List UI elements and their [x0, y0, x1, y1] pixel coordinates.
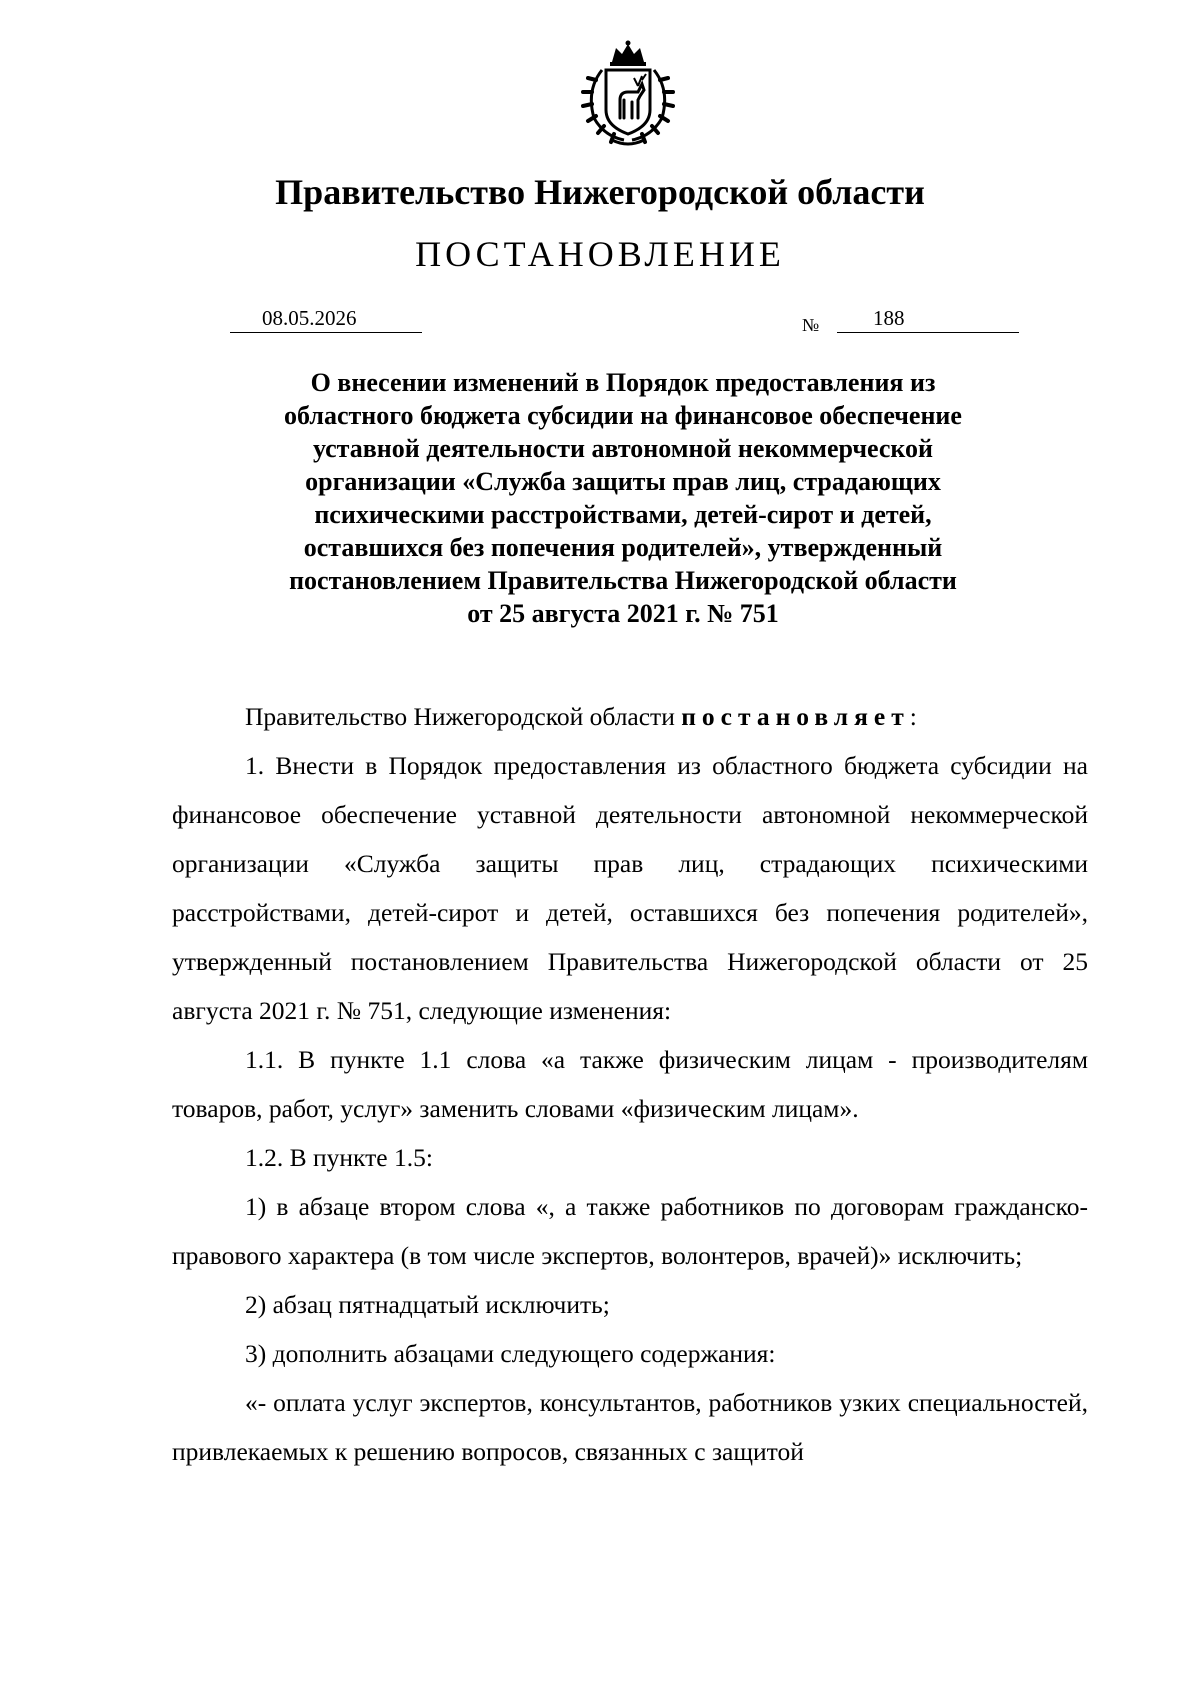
body-paragraph: 1.1. В пункте 1.1 слова «а также физическим лицам - производителям товаров, работ, услуг» заменить словами «физическим лицам». [172, 1045, 1088, 1123]
intro-paragraph [172, 692, 1088, 741]
body-paragraph: 2) абзац пятнадцатый исключить; [245, 1290, 610, 1319]
coat-of-arms-icon [572, 40, 684, 148]
body-paragraph: 1) в абзаце втором слова «, а также работников по договорам гражданско-правового характера (в том числе экспертов, волонтеров, врачей)» исключить; [172, 1192, 1088, 1270]
intro-keyword: постановляет [681, 702, 910, 731]
subject-line: психическими расстройствами, детей-сирот и детей, [314, 500, 932, 529]
subject-line: организации «Служба защиты прав лиц, страдающих [305, 467, 941, 496]
subject-line: от 25 августа 2021 г. № 751 [467, 599, 779, 628]
subject-line: оставшихся без попечения родителей», утвержденный [303, 533, 943, 562]
number-value: 188 [873, 306, 905, 330]
government-title: Правительство Нижегородской области [275, 172, 925, 212]
body-paragraph: «- оплата услуг экспертов, консультантов, работников узких специальностей, привлекаемых к решению вопросов, связанных с защитой [172, 1388, 1088, 1466]
subject-line: уставной деятельности автономной некоммерческой [312, 434, 934, 463]
body-paragraph: 3) дополнить абзацами следующего содержания: [245, 1339, 776, 1368]
body-paragraph: 1. Внести в Порядок предоставления из областного бюджета субсидии на финансовое обеспечение уставной деятельности автономной некоммерческой организации «Служба защиты прав лиц, страдающих психическими расстройствами, детей-сирот и детей, оставшихся без попечения родителей», утвержденный постановлением Правительства Нижегородской области от 25 августа 2021 г. № 751, следующие изменения: [172, 751, 1088, 1025]
intro-prefix: Правительство Нижегородской области [245, 702, 682, 731]
body-paragraph: 1.2. В пункте 1.5: [245, 1143, 433, 1172]
date-value: 08.05.2026 [262, 306, 357, 330]
document-type: ПОСТАНОВЛЕНИЕ [415, 234, 785, 274]
document-body [172, 692, 1088, 1476]
document-subject [230, 366, 1016, 630]
subject-line: постановлением Правительства Нижегородской области [289, 566, 957, 595]
intro-suffix: : [909, 702, 917, 731]
subject-line: О внесении изменений в Порядок предоставления из [310, 368, 936, 397]
number-sign: № [802, 315, 820, 335]
date-field [230, 306, 422, 333]
number-field [837, 306, 1019, 333]
subject-line: областного бюджета субсидии на финансовое обеспечение [284, 401, 962, 430]
